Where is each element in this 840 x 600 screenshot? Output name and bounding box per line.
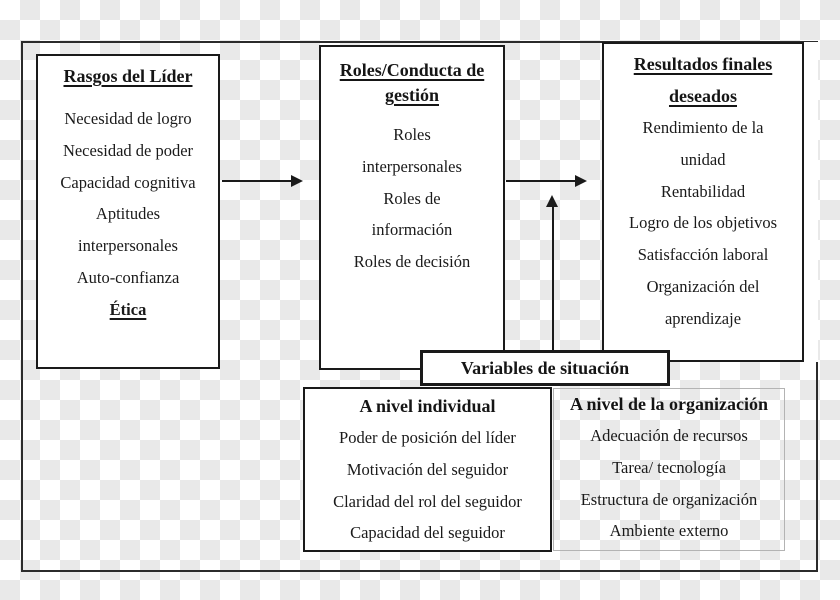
individual-level-item: Motivación del seguidor [346,459,509,479]
organization-level-item: Tarea/ tecnología [612,457,726,477]
individual-level-item: Capacidad del seguidor [350,523,505,543]
management-role-item: Roles [393,125,431,144]
arrow-traits-to-roles-head [291,175,303,187]
individual-level-item: Claridad del rol del seguidor [333,491,522,511]
desired-result-item: Rendimiento de la [642,118,764,137]
situation-variables-title: Variables de situación [460,358,630,378]
management-role-item: Roles de decisión [353,252,471,272]
leader-trait-item: Auto-confianza [76,267,180,287]
management-role-item: información [371,220,453,240]
desired-result-item: unidad [680,149,726,169]
management-roles-title-line2: gestión [385,85,439,105]
individual-level-item: Poder de posición del líder [339,428,516,447]
management-role-item: interpersonales [362,156,462,176]
desired-results-list [604,112,802,335]
desired-results-title [604,48,802,112]
individual-level-list [305,422,550,549]
arrow-situation-up-head [546,195,558,207]
arrow-situation-up-shaft [552,207,555,350]
box-leader-traits [36,54,220,369]
desired-result-item: Organización del [646,276,760,296]
desired-results-title-line2: deseados [668,86,737,106]
leader-trait-item: Aptitudes [95,204,161,224]
arrow-roles-to-results-head [575,175,587,187]
organization-level-item: Estructura de organización [580,489,758,509]
management-roles-title [321,58,503,108]
leader-trait-item: Necesidad de poder [62,140,194,160]
desired-result-item: Satisfacción laboral [637,245,769,265]
management-roles-title-line1: Roles/Conducta de [339,60,485,80]
box-organization-level [553,388,785,551]
leader-trait-ethics: Ética [109,299,147,319]
organization-level-list [554,420,784,547]
organization-level-title: A nivel de la organización [570,394,768,414]
management-role-item: Roles de [383,188,441,208]
arrow-roles-to-results-shaft [506,180,575,183]
box-situation-variables-header [420,350,670,386]
arrow-traits-to-roles-shaft [222,180,291,183]
box-desired-results [602,42,804,362]
box-individual-level [303,387,552,552]
management-roles-list [321,119,503,278]
leader-traits-title: Rasgos del Líder [63,66,193,86]
leader-trait-item: Necesidad de logro [64,109,192,128]
desired-result-item: Logro de los objetivos [628,213,778,233]
individual-level-title: A nivel individual [359,396,496,416]
leader-trait-item: Capacidad cognitiva [60,172,196,192]
leader-traits-list [38,103,218,326]
desired-results-title-line1: Resultados finales [633,54,773,74]
organization-level-item: Adecuación de recursos [590,426,748,445]
box-management-roles [319,45,505,370]
desired-result-item: Rentabilidad [660,181,746,201]
organization-level-item: Ambiente externo [609,521,729,541]
leader-trait-item: interpersonales [78,236,178,256]
desired-result-item: aprendizaje [664,308,742,328]
